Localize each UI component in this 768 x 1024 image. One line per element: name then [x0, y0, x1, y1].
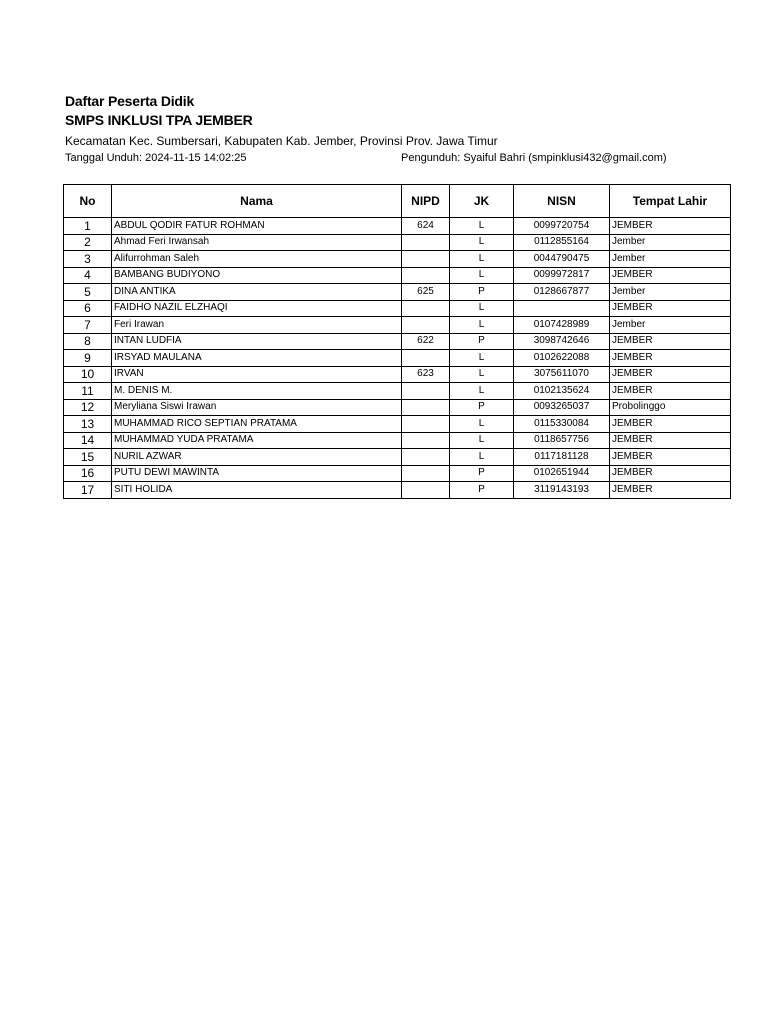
cell-tempat-lahir: JEMBER — [610, 465, 731, 482]
cell-nipd: 622 — [402, 333, 450, 350]
cell-jk: L — [450, 218, 514, 235]
table-row — [64, 251, 731, 268]
table-row — [64, 333, 731, 350]
cell-jk: P — [450, 399, 514, 416]
cell-no: 3 — [64, 251, 112, 268]
student-table — [63, 184, 731, 499]
cell-tempat-lahir: JEMBER — [610, 366, 731, 383]
column-header-nipd: NIPD — [402, 185, 450, 218]
cell-tempat-lahir: JEMBER — [610, 350, 731, 367]
cell-nisn: 0117181128 — [514, 449, 610, 466]
cell-tempat-lahir: JEMBER — [610, 300, 731, 317]
cell-nama: FAIDHO NAZIL ELZHAQI — [112, 300, 402, 317]
cell-nisn: 0102622088 — [514, 350, 610, 367]
cell-no: 17 — [64, 482, 112, 499]
table-row — [64, 267, 731, 284]
cell-nisn: 0112855164 — [514, 234, 610, 251]
table-row — [64, 366, 731, 383]
cell-nisn: 0118657756 — [514, 432, 610, 449]
cell-nisn: 0099972817 — [514, 267, 610, 284]
cell-nipd — [402, 251, 450, 268]
cell-nipd — [402, 432, 450, 449]
page-title: Daftar Peserta Didik — [65, 93, 195, 109]
cell-nama: ABDUL QODIR FATUR ROHMAN — [112, 218, 402, 235]
cell-nisn: 0128667877 — [514, 284, 610, 301]
cell-nisn: 0093265037 — [514, 399, 610, 416]
cell-nipd: 623 — [402, 366, 450, 383]
cell-nama: BAMBANG BUDIYONO — [112, 267, 402, 284]
column-header-nisn: NISN — [514, 185, 610, 218]
table-row — [64, 383, 731, 400]
table-header-row — [64, 185, 731, 218]
cell-nisn: 3098742646 — [514, 333, 610, 350]
cell-no: 16 — [64, 465, 112, 482]
cell-nama: M. DENIS M. — [112, 383, 402, 400]
cell-nipd — [402, 383, 450, 400]
cell-no: 2 — [64, 234, 112, 251]
cell-tempat-lahir: Probolinggo — [610, 399, 731, 416]
cell-nipd — [402, 350, 450, 367]
cell-no: 10 — [64, 366, 112, 383]
cell-nama: MUHAMMAD RICO SEPTIAN PRATAMA — [112, 416, 402, 433]
cell-no: 1 — [64, 218, 112, 235]
cell-nipd — [402, 416, 450, 433]
column-header-tempat-lahir: Tempat Lahir — [610, 185, 731, 218]
cell-nipd — [402, 317, 450, 334]
cell-nisn: 0102135624 — [514, 383, 610, 400]
cell-tempat-lahir: JEMBER — [610, 218, 731, 235]
cell-nipd: 625 — [402, 284, 450, 301]
cell-tempat-lahir: JEMBER — [610, 416, 731, 433]
cell-nisn: 3075611070 — [514, 366, 610, 383]
cell-jk: L — [450, 267, 514, 284]
cell-no: 4 — [64, 267, 112, 284]
column-header-no: No — [64, 185, 112, 218]
cell-no: 9 — [64, 350, 112, 367]
cell-nipd — [402, 234, 450, 251]
cell-no: 14 — [64, 432, 112, 449]
cell-tempat-lahir: JEMBER — [610, 333, 731, 350]
downloader-info: Pengunduh: Syaiful Bahri (smpinklusi432@gmail.com) — [401, 152, 667, 164]
cell-nama: INTAN LUDFIA — [112, 333, 402, 350]
cell-nisn: 0044790475 — [514, 251, 610, 268]
cell-jk: L — [450, 300, 514, 317]
cell-nama: Meryliana Siswi Irawan — [112, 399, 402, 416]
table-row — [64, 399, 731, 416]
cell-tempat-lahir: JEMBER — [610, 383, 731, 400]
column-header-nama: Nama — [112, 185, 402, 218]
region-info: Kecamatan Kec. Sumbersari, Kabupaten Kab. Jember, Provinsi Prov. Jawa Timur — [65, 134, 498, 148]
cell-nama: IRSYAD MAULANA — [112, 350, 402, 367]
cell-nisn — [514, 300, 610, 317]
download-date: Tanggal Unduh: 2024-11-15 14:02:25 — [65, 152, 247, 164]
cell-tempat-lahir: JEMBER — [610, 449, 731, 466]
cell-jk: L — [450, 383, 514, 400]
cell-nipd — [402, 465, 450, 482]
cell-tempat-lahir: Jember — [610, 251, 731, 268]
cell-nama: Alifurrohman Saleh — [112, 251, 402, 268]
cell-jk: L — [450, 449, 514, 466]
table-row — [64, 449, 731, 466]
table-row — [64, 416, 731, 433]
cell-nisn: 0102651944 — [514, 465, 610, 482]
cell-nipd — [402, 300, 450, 317]
cell-nisn: 0107428989 — [514, 317, 610, 334]
cell-jk: L — [450, 251, 514, 268]
cell-jk: P — [450, 333, 514, 350]
cell-nipd: 624 — [402, 218, 450, 235]
cell-nama: PUTU DEWI MAWINTA — [112, 465, 402, 482]
cell-no: 12 — [64, 399, 112, 416]
cell-jk: L — [450, 416, 514, 433]
cell-nama: IRVAN — [112, 366, 402, 383]
cell-no: 6 — [64, 300, 112, 317]
cell-nama: MUHAMMAD YUDA PRATAMA — [112, 432, 402, 449]
cell-tempat-lahir: Jember — [610, 317, 731, 334]
cell-nama: SITI HOLIDA — [112, 482, 402, 499]
cell-no: 15 — [64, 449, 112, 466]
cell-nisn: 0115330084 — [514, 416, 610, 433]
table-row — [64, 432, 731, 449]
cell-no: 8 — [64, 333, 112, 350]
table-row — [64, 482, 731, 499]
cell-tempat-lahir: Jember — [610, 234, 731, 251]
table-body — [64, 218, 731, 499]
table-row — [64, 317, 731, 334]
cell-nisn: 3119143193 — [514, 482, 610, 499]
cell-jk: L — [450, 366, 514, 383]
cell-tempat-lahir: JEMBER — [610, 432, 731, 449]
cell-nisn: 0099720754 — [514, 218, 610, 235]
cell-nama: Feri Irawan — [112, 317, 402, 334]
cell-no: 7 — [64, 317, 112, 334]
cell-nipd — [402, 267, 450, 284]
cell-jk: L — [450, 432, 514, 449]
cell-no: 5 — [64, 284, 112, 301]
cell-nama: DINA ANTIKA — [112, 284, 402, 301]
cell-jk: P — [450, 284, 514, 301]
school-name: SMPS INKLUSI TPA JEMBER — [65, 112, 253, 128]
cell-tempat-lahir: JEMBER — [610, 267, 731, 284]
cell-no: 13 — [64, 416, 112, 433]
cell-nipd — [402, 399, 450, 416]
table-row — [64, 350, 731, 367]
table-row — [64, 284, 731, 301]
table-row — [64, 218, 731, 235]
cell-nama: NURIL AZWAR — [112, 449, 402, 466]
column-header-jk: JK — [450, 185, 514, 218]
table-row — [64, 234, 731, 251]
cell-nama: Ahmad Feri Irwansah — [112, 234, 402, 251]
cell-jk: L — [450, 350, 514, 367]
cell-no: 11 — [64, 383, 112, 400]
cell-tempat-lahir: JEMBER — [610, 482, 731, 499]
cell-nipd — [402, 449, 450, 466]
cell-nipd — [402, 482, 450, 499]
cell-jk: P — [450, 482, 514, 499]
table-row — [64, 300, 731, 317]
cell-jk: L — [450, 234, 514, 251]
cell-tempat-lahir: Jember — [610, 284, 731, 301]
cell-jk: L — [450, 317, 514, 334]
table-row — [64, 465, 731, 482]
cell-jk: P — [450, 465, 514, 482]
